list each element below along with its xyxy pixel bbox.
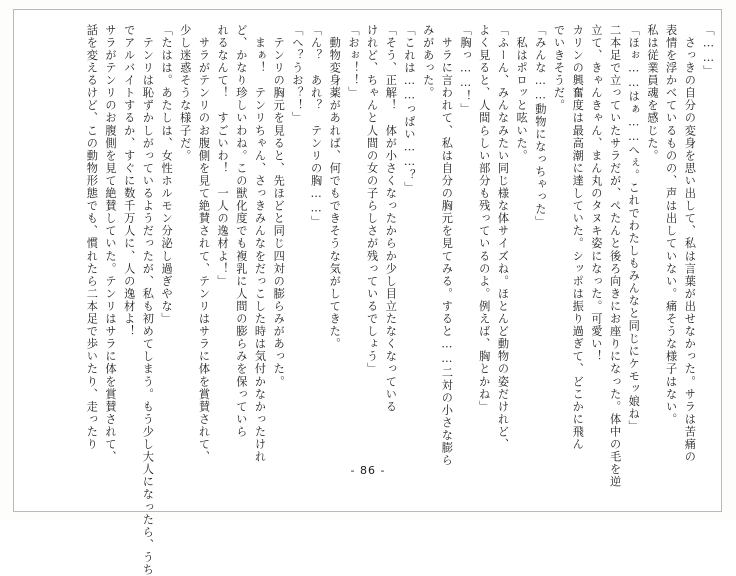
text-line: けれど、ちゃんと人間の女の子らしさが残っているでしょう」 bbox=[365, 24, 379, 376]
text-line: カリンの興奮度は最高潮に達していた。シッポは振り過ぎて、どこかに飛ん bbox=[571, 24, 585, 451]
text-line: みがあった。 bbox=[421, 24, 435, 100]
text-line: サラに言われて、私は自分の胸元を見てみる。すると……二対の小さな膨ら bbox=[440, 24, 454, 467]
text-line: 「ふーん、みんなみたい同じ様な体サイズね。ほとんど動物の姿だけれど、 bbox=[496, 24, 510, 451]
text-line: でアルバイトするか、すぐに数千万人に、人の逸材よ！ bbox=[122, 24, 136, 338]
text-line: 「胸っ……！」 bbox=[459, 24, 473, 116]
text-line: テンリの胸元を見ると、先ほどと同じ四対の膨らみがあった。 bbox=[272, 24, 286, 388]
text-line: 話を変えるけど、この動物形態でも、慣れたら二本足で歩いたり、走ったり bbox=[85, 24, 99, 451]
text-line: サラがテンリのお腹側を見て絶賛されて、テンリはサラに体を賞賛されて、 bbox=[197, 24, 211, 464]
text-line: 「……」 bbox=[702, 24, 715, 78]
text-line: 「これは……っぱい……？」 bbox=[403, 24, 416, 195]
text-line: さっきの自分の変身を思い出して、私は言葉が出せなかった。サラは苦痛の bbox=[683, 24, 697, 464]
text-line: まぁ！ テンリちゃん、さっきみんなをだっこした時は気付かなかったけれ bbox=[253, 24, 267, 464]
text-line: 「たはは。あたしは、女性ホルモン分泌し過ぎやな」 bbox=[160, 24, 174, 326]
text-line: 「へ？うお？！」 bbox=[290, 24, 304, 125]
text-line: 「ほぉ……はぁ……へぇ。これでわたしもみんなと同じにケモッ娘ね」 bbox=[627, 24, 641, 433]
text-line: テンリは恥ずかしがっているようだったが、私も初めてしまう。もう少し大人になったら、うち bbox=[141, 24, 155, 576]
text-line: 「ん？ あれ？ テンリの胸……」 bbox=[309, 24, 323, 229]
text-line: れるなんて！ すごいわ！ 一人の逸材よ！」 bbox=[216, 24, 230, 288]
text-line: 「みんな……動物になっちゃった」 bbox=[533, 24, 547, 229]
text-line: サラがテンリのお腹側を見て絶賛していた。テンリはサラに体を賞賛されて、 bbox=[104, 24, 117, 464]
text-line: 少し迷惑そうな様子だ。 bbox=[178, 24, 192, 163]
text-line: 二本足で立っていたサラだが、ぺたんと後ろ向きにお座りになった。体中の毛を逆 bbox=[608, 24, 622, 489]
text-line: 表情を浮かべているものの、声は出していない。痛そうな様子はない。 bbox=[664, 24, 678, 426]
text-line: 私は従業員魂を感じた。 bbox=[645, 24, 659, 163]
text-line: よく見ると、人間らしい部分も残っているのよ。例えば、胸とかね」 bbox=[477, 24, 491, 414]
text-line: ど、かなり珍しいわね。この獣化度でも複乳に人間の膨らみを保っていら bbox=[234, 24, 248, 439]
text-line: 「そう、正解！ 体が小さくなったからか少し目立たなくなっている bbox=[384, 24, 398, 414]
page-number: - 86 - bbox=[350, 464, 386, 477]
text-line: でいきそうだ。 bbox=[552, 24, 566, 112]
text-line: 立て、きゃんきゃん、まん丸のタヌキ姿になった。可愛い！ bbox=[589, 24, 603, 363]
text-line: 私はポロッと呟いた。 bbox=[515, 24, 529, 163]
text-line: 動物変身薬があれば、何でもできそうな気がしてきた。 bbox=[328, 24, 342, 351]
text-line: 「おぉ！！」 bbox=[346, 24, 360, 100]
